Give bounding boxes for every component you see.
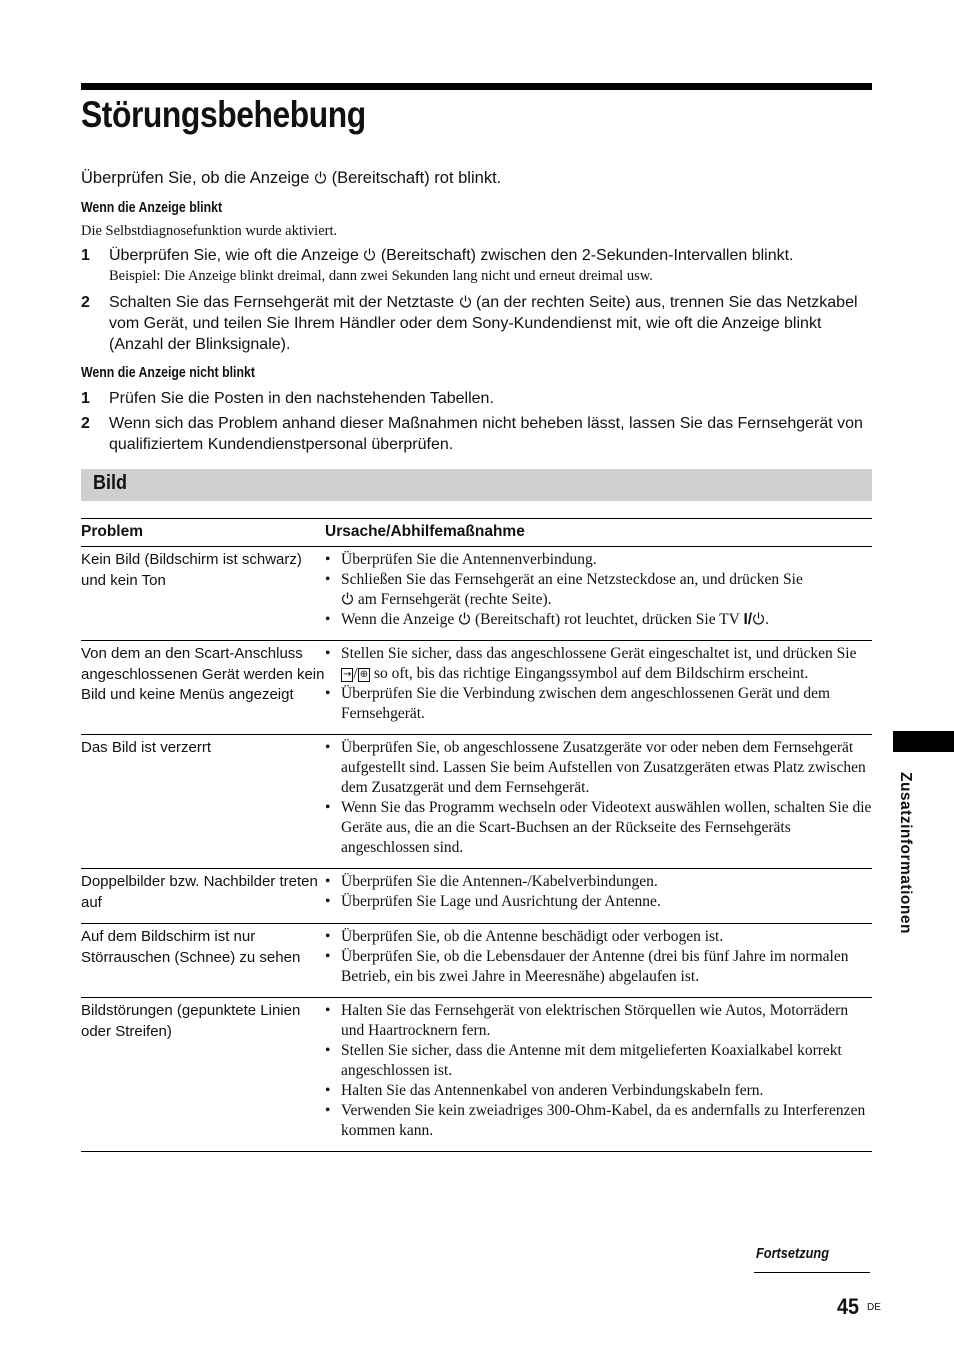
cause-cell — [325, 924, 872, 998]
heading-not-blinking: Wenn die Anzeige nicht blinkt — [81, 365, 255, 381]
cause-cell — [325, 641, 872, 735]
blink-step-1 — [81, 245, 872, 286]
heading-blinking: Wenn die Anzeige blinkt — [81, 200, 223, 216]
cause-item: • Überprüfen Sie die Antennen-/Kabelverbindungen. — [325, 872, 872, 892]
continued-label: Fortsetzung — [756, 1246, 830, 1262]
step-number: 1 — [81, 247, 90, 264]
table-row — [81, 998, 872, 1152]
problem-cell: Bildstörungen (gepunktete Linien oder Streifen) — [81, 998, 325, 1152]
page-title: Störungsbehebung — [81, 94, 366, 135]
table-row — [81, 869, 872, 924]
step-text: Prüfen Sie die Posten in den nachstehenden Tabellen. — [109, 390, 494, 407]
column-header-cause: Ursache/Abhilfemaßnahme — [325, 519, 872, 547]
cause-item: • Wenn Sie das Programm wechseln oder Videotext auswählen wollen, schalten Sie die Geräte aus, die an die Scart-Buchsen an der Rückseite des Fernsehgeräts angeschlossen sind. — [325, 798, 872, 858]
table-row — [81, 641, 872, 735]
cause-item: • Schließen Sie das Fernsehgerät an eine Netzsteckdose an, und drücken Sie am Fernsehgerät (rechte Seite). — [325, 570, 872, 610]
column-header-problem: Problem — [81, 519, 325, 547]
cause-cell — [325, 547, 872, 641]
problem-cell: Doppelbilder bzw. Nachbilder treten auf — [81, 869, 325, 924]
step-example: Beispiel: Die Anzeige blinkt dreimal, dann zwei Sekunden lang nicht und erneut dreimal usw. — [109, 268, 653, 284]
tv-power-label: I/ — [743, 611, 753, 628]
power-icon — [752, 612, 765, 625]
step-text: (Bereitschaft) zwischen den 2-Sekunden-Intervallen blinkt. — [380, 247, 794, 264]
power-icon — [459, 295, 472, 308]
section-title: Bild — [93, 472, 128, 494]
problem-cell: Auf dem Bildschirm ist nur Störrauschen (Schnee) zu sehen — [81, 924, 325, 998]
cause-item: • Halten Sie das Antennenkabel von anderen Verbindungskabeln fern. — [325, 1081, 872, 1101]
step-text: (an der rechten Seite) aus, trennen Sie das Netzkabel vom Gerät, und teilen Sie Ihrem Händler oder dem Sony-Kundendienst mit, wie oft die Anzeige blinkt (Anzahl der Blinksignale). — [109, 294, 858, 353]
page-number: 45 — [837, 1294, 860, 1319]
step-number: 2 — [81, 415, 90, 432]
step-number: 2 — [81, 294, 90, 311]
table-row — [81, 924, 872, 998]
intro-line — [81, 169, 501, 188]
input-select-icon: → — [343, 669, 352, 680]
section-header-bild — [81, 469, 872, 501]
problem-cell: Kein Bild (Bildschirm ist schwarz) und kein Ton — [81, 547, 325, 641]
intro-text-after: (Bereitschaft) rot blinkt. — [331, 169, 502, 187]
power-icon — [363, 248, 376, 261]
problem-cell: Von dem an den Scart-Anschluss angeschlossenen Gerät werden kein Bild und keine Menüs angezeigt — [81, 641, 325, 735]
table-header-row — [81, 519, 872, 547]
step-number: 1 — [81, 390, 90, 407]
cause-cell — [325, 998, 872, 1152]
text-input-icon: ⊕ — [359, 669, 369, 680]
power-icon — [341, 592, 354, 605]
power-icon — [458, 612, 471, 625]
blink-step-2 — [81, 292, 872, 355]
continued-rule — [754, 1272, 870, 1273]
selfdiagnosis-note: Die Selbstdiagnosefunktion wurde aktiviert. — [81, 223, 338, 239]
cause-item: • Wenn die Anzeige (Bereitschaft) rot leuchtet, drücken Sie TV I/ . — [325, 610, 872, 630]
page-language-suffix: DE — [867, 1302, 881, 1313]
intro-text-before: Überprüfen Sie, ob die Anzeige — [81, 169, 310, 187]
chapter-side-label: Zusatzinformationen — [897, 772, 914, 934]
cause-cell — [325, 735, 872, 869]
troubleshooting-table — [81, 518, 872, 1152]
noblink-step-1 — [81, 388, 872, 409]
cause-item: • Halten Sie das Fernsehgerät von elektrischen Störquellen wie Autos, Motorrädern und Haartrocknern fern. — [325, 1001, 872, 1041]
table-row — [81, 547, 872, 641]
cause-item: • Stellen Sie sicher, dass die Antenne mit dem mitgelieferten Koaxialkabel korrekt angeschlossen ist. — [325, 1041, 872, 1081]
step-text: Überprüfen Sie, wie oft die Anzeige — [109, 247, 359, 264]
chapter-tab-marker — [893, 731, 954, 752]
cause-item: • Überprüfen Sie, ob die Antenne beschädigt oder verbogen ist. — [325, 927, 872, 947]
table-row — [81, 735, 872, 869]
step-text: Wenn sich das Problem anhand dieser Maßnahmen nicht beheben lässt, lassen Sie das Fernsehgerät von qualifiziertem Kundendienstpersonal überprüfen. — [109, 415, 863, 453]
cause-item: • Überprüfen Sie die Antennenverbindung. — [325, 550, 872, 570]
cause-item: • Überprüfen Sie die Verbindung zwischen dem angeschlossenen Gerät und dem Fernsehgerät. — [325, 684, 872, 724]
cause-item: • Überprüfen Sie Lage und Ausrichtung der Antenne. — [325, 892, 872, 912]
power-icon — [314, 171, 327, 184]
cause-cell — [325, 869, 872, 924]
cause-item: • Überprüfen Sie, ob die Lebensdauer der Antenne (drei bis fünf Jahre im normalen Betrieb, ein bis zwei Jahre in Meeresnähe) abgelaufen ist. — [325, 947, 872, 987]
cause-item: • Überprüfen Sie, ob angeschlossene Zusatzgeräte vor oder neben dem Fernsehgerät aufgestellt sind. Lassen Sie beim Aufstellen von Zusatzgeräten etwas Platz zwischen dem Zusatzgerät und dem Fernsehgerät. — [325, 738, 872, 798]
problem-cell: Das Bild ist verzerrt — [81, 735, 325, 869]
noblink-step-2 — [81, 413, 872, 455]
cause-item: • Stellen Sie sicher, dass das angeschlossene Gerät eingeschaltet ist, und drücken Sie → / ⊕ so oft, bis das richtige Eingangssymbol auf dem Bildschirm erscheint. — [325, 644, 872, 684]
step-text: Schalten Sie das Fernsehgerät mit der Netztaste — [109, 294, 455, 311]
title-rule — [81, 83, 872, 90]
cause-item: • Verwenden Sie kein zweiadriges 300-Ohm-Kabel, da es andernfalls zu Interferenzen kommen kann. — [325, 1101, 872, 1141]
